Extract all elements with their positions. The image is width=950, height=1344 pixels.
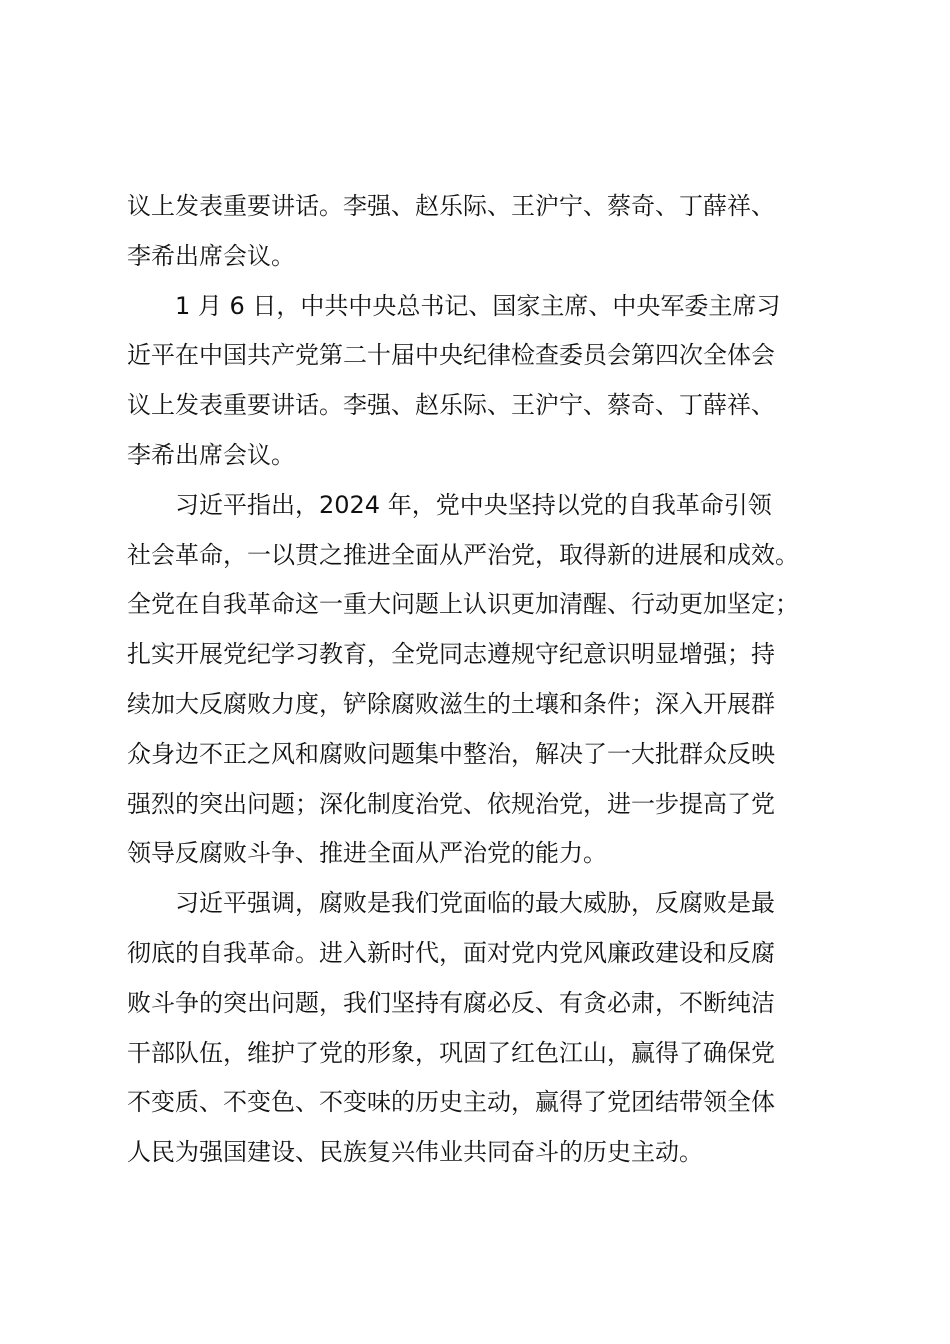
paragraph-meeting [127,282,857,481]
paragraph-continued [127,182,857,282]
text-line: 习近平指出，2024 年，党中央坚持以党的自我革命引领 [127,490,772,519]
text-line: 人民为强国建设、民族复兴伟业共同奋斗的历史主动。 [127,1138,703,1167]
paragraph-emphasized [127,879,857,1178]
text-line: 干部队伍，维护了党的形象，巩固了红色江山，赢得了确保党 [127,1038,775,1067]
text-line: 不变质、不变色、不变味的历史主动，赢得了党团结带领全体 [127,1088,775,1117]
text-line: 习近平强调，腐败是我们党面临的最大威胁，反腐败是最 [127,889,775,918]
text-line: 近平在中国共产党第二十届中央纪律检查委员会第四次全体会 [127,341,775,370]
text-line: 众身边不正之风和腐败问题集中整治，解决了一大批群众反映 [127,739,775,768]
text-line: 社会革命，一以贯之推进全面从严治党，取得新的进展和成效。 [127,540,799,569]
text-line: 彻底的自我革命。进入新时代，面对党内党风廉政建设和反腐 [127,938,775,967]
text-line: 续加大反腐败力度，铲除腐败滋生的土壤和条件；深入开展群 [127,689,775,718]
text-line: 强烈的突出问题；深化制度治党、依规治党，进一步提高了党 [127,789,775,818]
text-line: 议上发表重要讲话。李强、赵乐际、王沪宁、蔡奇、丁薛祥、 [127,192,775,220]
text-line: 1 月 6 日，中共中央总书记、国家主席、中央军委主席习 [127,291,781,320]
text-line: 扎实开展党纪学习教育，全党同志遵规守纪意识明显增强；持 [127,640,775,669]
text-line: 议上发表重要讲话。李强、赵乐际、王沪宁、蔡奇、丁薛祥、 [127,391,775,420]
text-line: 败斗争的突出问题，我们坚持有腐必反、有贪必肃，不断纯洁 [127,988,775,1017]
paragraph-pointed-out [127,481,857,879]
document-body [127,182,857,1178]
text-line: 李希出席会议。 [127,440,295,469]
text-line: 全党在自我革命这一重大问题上认识更加清醒、行动更加坚定； [127,590,799,619]
text-line: 李希出席会议。 [127,241,295,270]
text-line: 领导反腐败斗争、推进全面从严治党的能力。 [127,839,607,868]
